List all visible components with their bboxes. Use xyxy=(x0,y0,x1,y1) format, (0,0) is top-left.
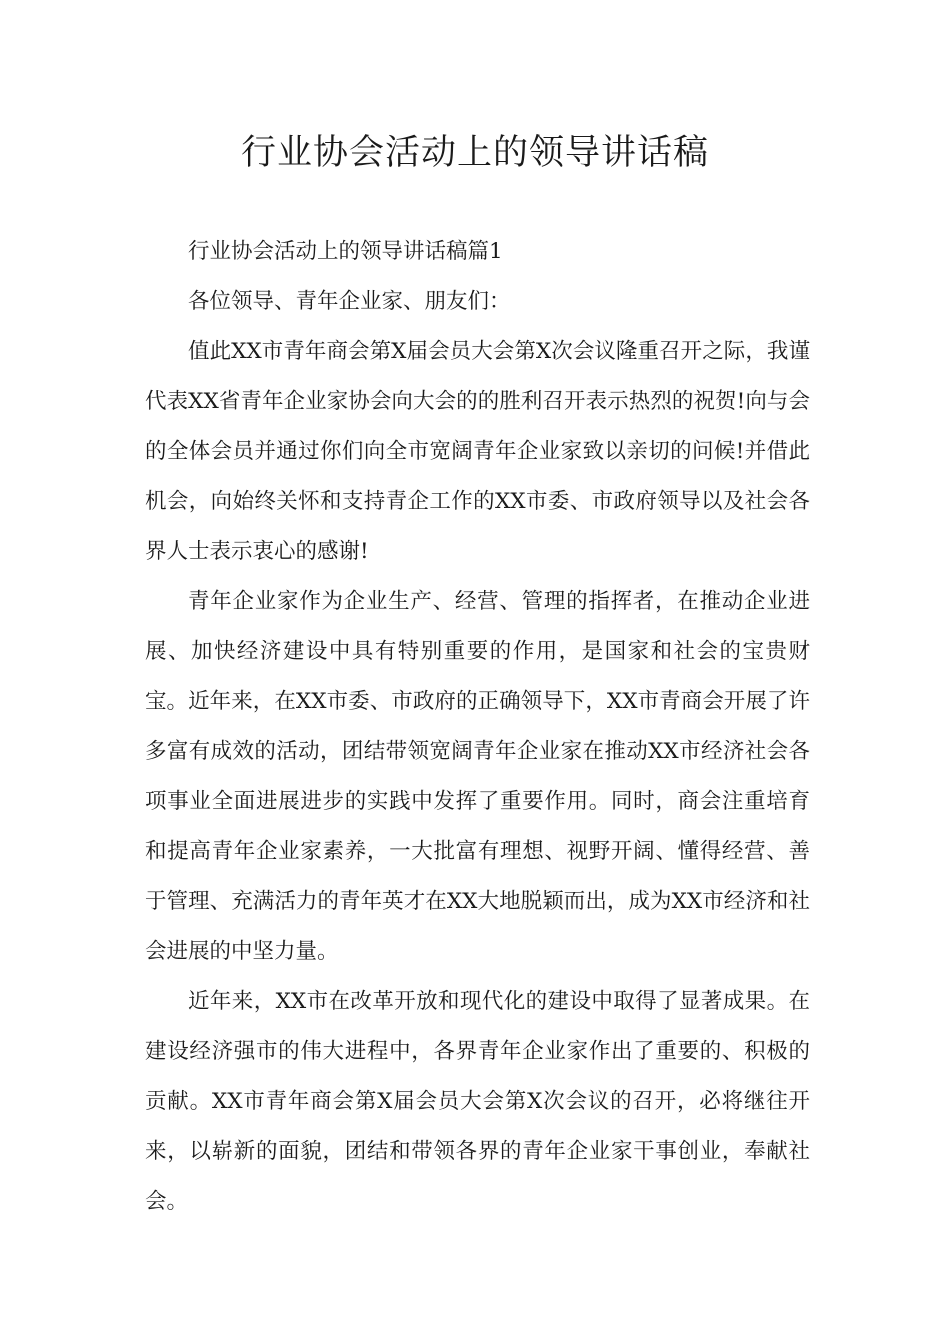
paragraph-opening: 值此XX市青年商会第X届会员大会第X次会议隆重召开之际，我谨代表XX省青年企业家协会向大会的的胜利召开表示热烈的祝贺!向与会的全体会员并通过你们向全市宽阔青年企业家致以亲切的问候!并借此机会，向始终关怀和支持青企工作的XX市委、市政府领导以及社会各界人士表示衷心的感谢! xyxy=(145,339,810,564)
document-body xyxy=(145,227,810,1227)
document-title: 行业协会活动上的领导讲话稿 xyxy=(240,133,709,173)
paragraph-achievements: 近年来，XX市在改革开放和现代化的建设中取得了显著成果。在建设经济强市的伟大进程中，各界青年企业家作出了重要的、积极的贡献。XX市青年商会第X届会员大会第X次会议的召开，必将继往开来，以崭新的面貌，团结和带领各界的青年企业家干事创业，奉献社会。 xyxy=(145,989,810,1214)
paragraph-section-heading: 行业协会活动上的领导讲话稿篇1 xyxy=(188,239,503,264)
paragraph-entrepreneurs-role: 青年企业家作为企业生产、经营、管理的指挥者，在推动企业进展、加快经济建设中具有特别重要的作用，是国家和社会的宝贵财宝。近年来，在XX市委、市政府的正确领导下，XX市青商会开展了许多富有成效的活动，团结带领宽阔青年企业家在推动XX市经济社会各项事业全面进展进步的实践中发挥了重要作用。同时，商会注重培育和提高青年企业家素养，一大批富有理想、视野开阔、懂得经营、善于管理、充满活力的青年英才在XX大地脱颖而出，成为XX市经济和社会进展的中坚力量。 xyxy=(145,589,810,964)
paragraph-salutation: 各位领导、青年企业家、朋友们： xyxy=(188,289,511,314)
